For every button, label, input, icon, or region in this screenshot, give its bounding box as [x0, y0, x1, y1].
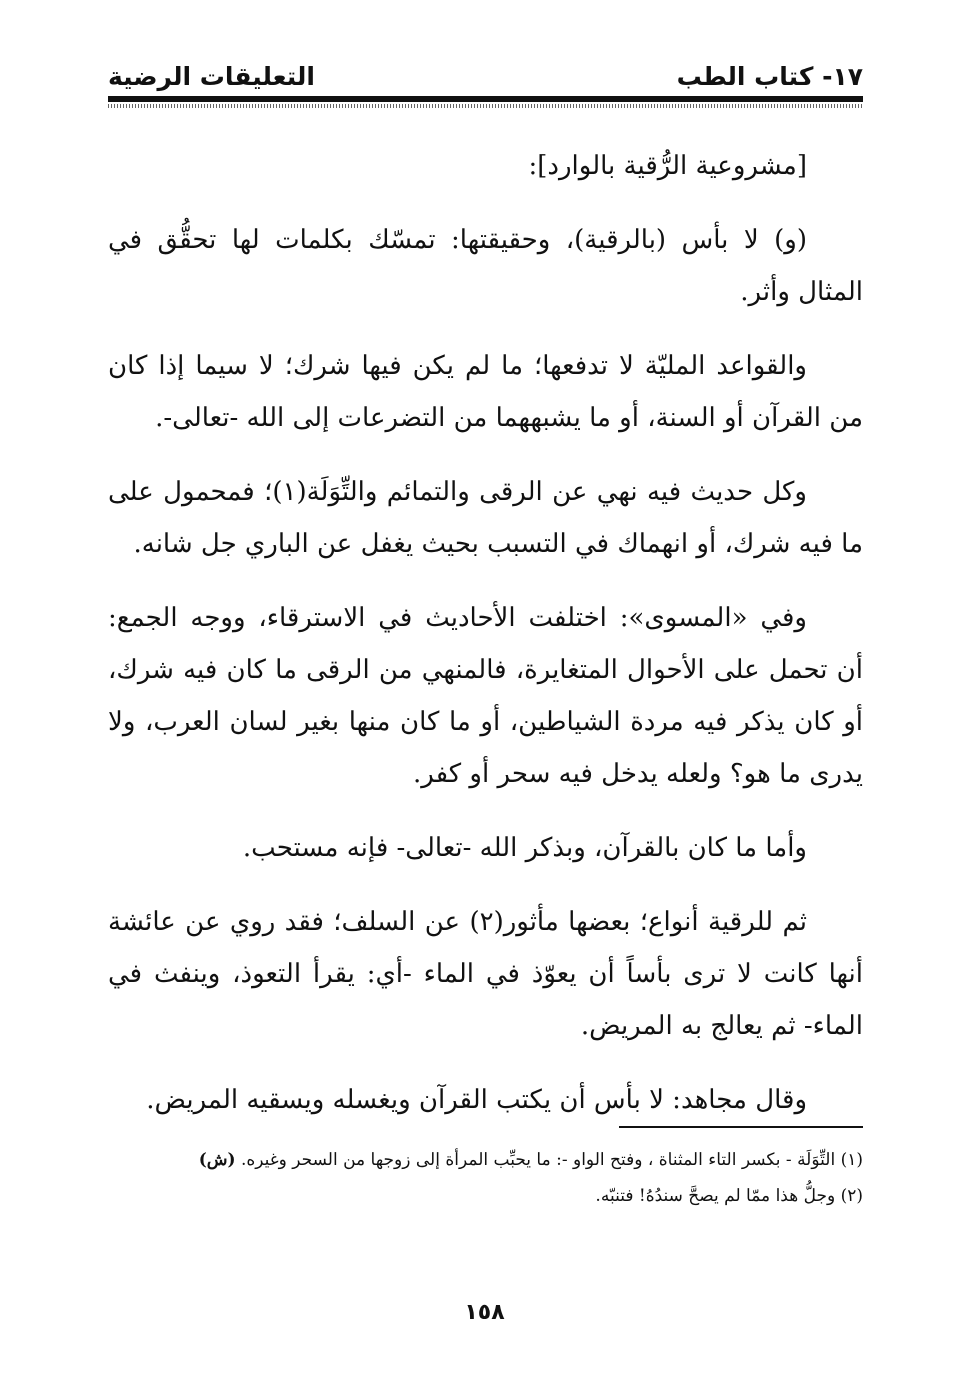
section-heading: [مشروعية الرُّقية بالوارد]:: [528, 151, 807, 181]
header-dotted-rule: [108, 104, 863, 108]
footnote-1: [108, 1142, 863, 1178]
page-number: ١٥٨: [464, 1300, 505, 1325]
paragraph-ruqya-definition: (و) لا بأس (بالرقية)، وحقيقتها: تمسّك بكلمات لها تحقُّق في المثال وأثر.: [108, 225, 863, 307]
footnote-1-mark: (ش): [198, 1150, 236, 1170]
footnote-2: (٢) وجلُّ هذا ممّا لم يصحَّ سندُهُ! فتنبّه.: [595, 1186, 863, 1206]
paragraph-types-of-ruqya: ثم للرقية أنواع؛ بعضها مأثور(٢) عن السلف؛ فقد روي عن عائشة أنها كانت لا ترى بأساً أن يعوّذ في الماء -أي: يقرأ التعوذ، وينفث في الماء- ثم يعالج به المريض.: [108, 907, 863, 1041]
footnotes: [108, 1142, 863, 1214]
header-rule: [108, 96, 863, 102]
main-text: [108, 140, 863, 1148]
paragraph-mujahid: وقال مجاهد: لا بأس أن يكتب القرآن ويغسله ويسقيه المريض.: [146, 1085, 807, 1115]
footnote-separator: [619, 1126, 863, 1128]
footnote-1-text: (١) التِّوَلَة - بكسر التاء المثناة ، وفتح الواو -: ما يحبِّب المرأة إلى زوجها من السحر وغيره.: [240, 1150, 863, 1170]
paragraph-quran-recommended: وأما ما كان بالقرآن، وبذكر الله -تعالى- فإنه مستحب.: [242, 833, 807, 863]
chapter-title: ١٧- كتاب الطب: [676, 62, 863, 91]
paragraph-rules: والقواعد المليّة لا تدفعها؛ ما لم يكن فيها شرك؛ لا سيما إذا كان من القرآن أو السنة، أو ما يشبههما من التضرعات إلى الله -تعالى-.: [108, 351, 863, 433]
paragraph-hadith-prohibition: وكل حديث فيه نهي عن الرقى والتمائم والتِّوَلَة(١)؛ فمحمول على ما فيه شرك، أو انهماك في التسبب بحيث يغفل عن الباري جل شانه.: [108, 477, 863, 559]
paragraph-musawwa: وفي «المسوى»: اختلفت الأحاديث في الاسترقاء، ووجه الجمع: أن تحمل على الأحوال المتغايرة، فالمنهي من الرقى ما كان فيه شرك، أو كان يذكر فيه مردة الشياطين، أو ما كان منها بغير لسان العرب، ولا يدرى ما هو؟ ولعله يدخل فيه سحر أو كفر.: [108, 603, 863, 789]
book-title: التعليقات الرضية: [108, 62, 315, 91]
running-header: [108, 56, 863, 94]
